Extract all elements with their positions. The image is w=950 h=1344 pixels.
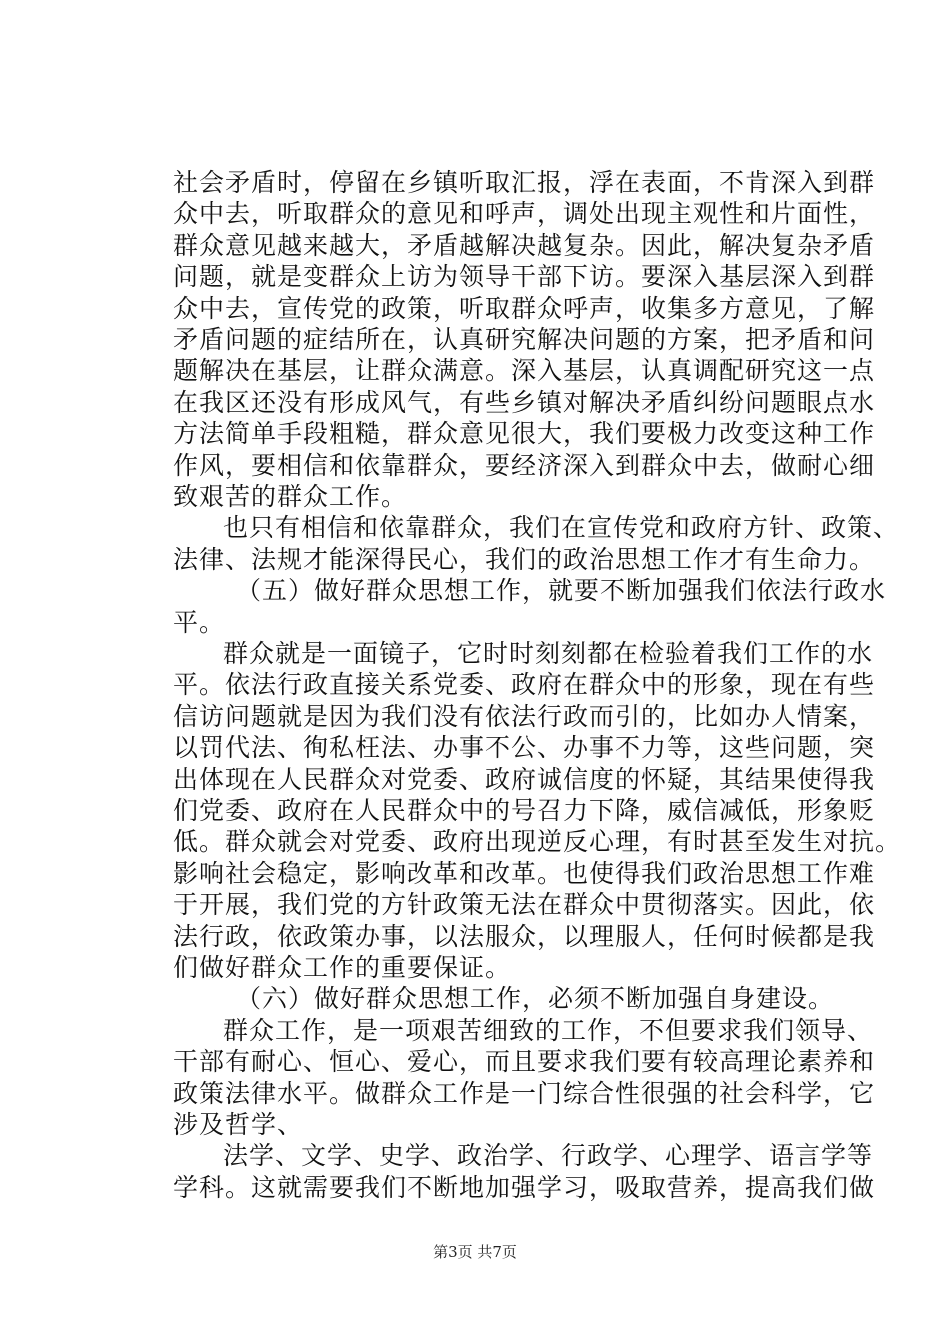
- text-line: 题解决在基层，让群众满意。深入基层，认真调配研究这一点: [173, 356, 876, 385]
- text-line: 信访问题就是因为我们没有依法行政而引的，比如办人情案，: [173, 702, 876, 731]
- text-line: 影响社会稳定，影响改革和改革。也使得我们政治思想工作难: [173, 859, 876, 888]
- paragraph-first-line: 群众工作，是一项艰苦细致的工作，不但要求我们领导、: [223, 1016, 874, 1045]
- paragraph-first-line: 群众就是一面镜子，它时时刻刻都在检验着我们工作的水: [223, 639, 874, 668]
- text-line: 们党委、政府在人民群众中的号召力下降，威信减低，形象贬: [173, 796, 876, 825]
- text-line: 问题，就是变群众上访为领导干部下访。要深入基层深入到群: [173, 262, 876, 291]
- text-line: 出体现在人民群众对党委、政府诚信度的怀疑，其结果使得我: [173, 765, 876, 794]
- text-line: 以罚代法、徇私枉法、办事不公、办事不力等，这些问题，突: [173, 733, 876, 762]
- text-line: 学科。这就需要我们不断地加强学习，吸取营养，提高我们做: [173, 1173, 876, 1202]
- text-line: 社会矛盾时，停留在乡镇听取汇报，浮在表面，不肯深入到群: [173, 168, 876, 197]
- text-line: 干部有耐心、恒心、爱心，而且要求我们要有较高理论素养和: [173, 1047, 876, 1076]
- text-line: 在我区还没有形成风气，有些乡镇对解决矛盾纠纷问题眼点水: [173, 388, 876, 417]
- text-line: 法律、法规才能深得民心，我们的政治思想工作才有生命力。: [173, 545, 876, 574]
- text-line: 平。依法行政直接关系党委、政府在群众中的形象，现在有些: [173, 670, 876, 699]
- text-line: 们做好群众工作的重要保证。: [173, 953, 512, 982]
- page-number-footer: 第3页 共7页: [433, 1243, 517, 1261]
- text-line: 作风，要相信和依靠群众，要经济深入到群众中去，做耐心细: [173, 451, 876, 480]
- paragraph-first-line: 也只有相信和依靠群众，我们在宣传党和政府方针、政策、: [223, 513, 900, 542]
- text-line: 众中去，宣传党的政策，听取群众呼声，收集多方意见，了解: [173, 294, 876, 323]
- text-line: 群众意见越来越大，矛盾越解决越复杂。因此，解决复杂矛盾: [173, 231, 876, 260]
- text-line: 法行政，依政策办事，以法服众，以理服人，任何时候都是我: [173, 922, 876, 951]
- text-line: 致艰苦的群众工作。: [173, 482, 408, 511]
- text-line: 众中去，听取群众的意见和呼声，调处出现主观性和片面性，: [173, 199, 876, 228]
- text-line: 方法简单手段粗糙，群众意见很大，我们要极力改变这种工作: [173, 419, 876, 448]
- section-heading: （六）做好群众思想工作，必须不断加强自身建设。: [236, 984, 835, 1013]
- text-line: 矛盾问题的症结所在，认真研究解决问题的方案，把矛盾和问: [173, 325, 876, 354]
- section-heading: （五）做好群众思想工作，就要不断加强我们依法行政水: [236, 576, 887, 605]
- text-line: 涉及哲学、: [173, 1110, 304, 1139]
- text-line: 低。群众就会对党委、政府出现逆反心理，有时甚至发生对抗。: [173, 827, 902, 856]
- paragraph-first-line: 法学、文学、史学、政治学、行政学、心理学、语言学等: [223, 1141, 874, 1170]
- text-line: 平。: [173, 608, 226, 637]
- text-line: 政策法律水平。做群众工作是一门综合性很强的社会科学，它: [173, 1079, 876, 1108]
- text-line: 于开展，我们党的方针政策无法在群众中贯彻落实。因此，依: [173, 890, 876, 919]
